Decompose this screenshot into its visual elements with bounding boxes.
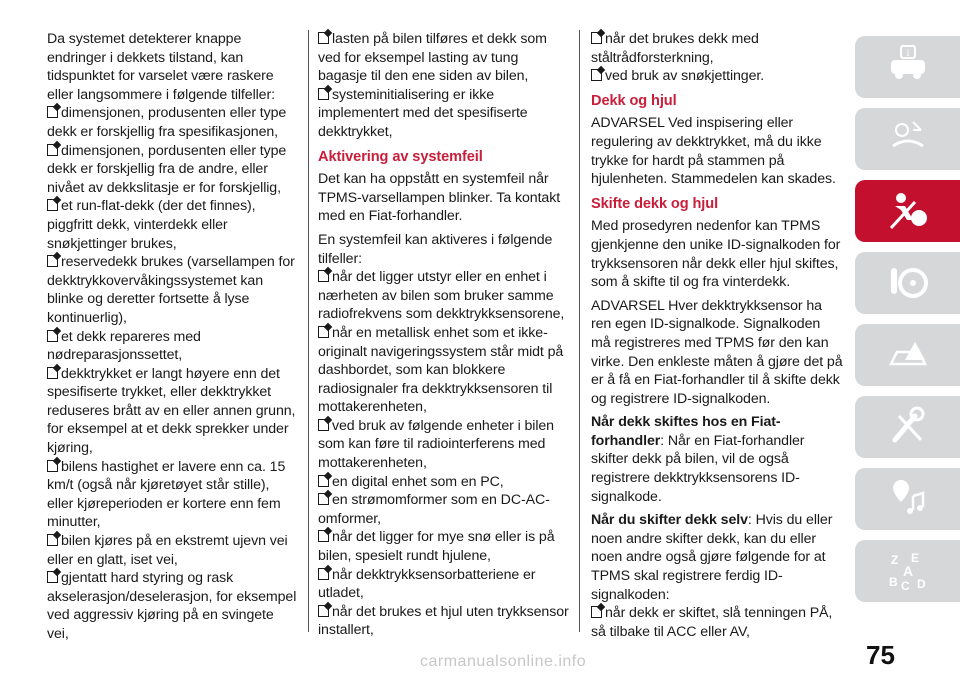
bullet-text: dimensjonen, produsenten eller type dekk er forskjellig fra spesifikasjonen, xyxy=(47,105,287,140)
tab-maintenance[interactable] xyxy=(855,396,960,458)
bullet-marker-icon xyxy=(318,568,329,580)
bullet-text: når en metallisk enhet som et ikke-originalt navigeringssystem står midt på dashbordet, som kan blokkere radiosignaler fra dekktrykksensoren til mottakerenheten, xyxy=(318,324,564,416)
bullet-item xyxy=(318,473,570,492)
bold-lead: Når dekk skiftes hos en Fiat-forhandler xyxy=(591,414,781,449)
bullet-item xyxy=(591,30,843,67)
text-column-2 xyxy=(318,30,570,640)
dashboard-lights-icon xyxy=(885,116,931,162)
bullet-marker-icon xyxy=(47,534,58,546)
tab-safety[interactable] xyxy=(855,180,960,242)
bullet-marker-icon xyxy=(47,571,58,583)
bullet-text: et run-flat-dekk (der det finnes), piggfritt dekk, vinterdekk eller snøkjettinger brukes, xyxy=(47,198,256,252)
bullet-marker-icon xyxy=(318,493,329,505)
bullet-item xyxy=(318,528,570,565)
bullet-marker-icon xyxy=(47,144,58,156)
bullet-marker-icon xyxy=(318,475,329,487)
bullet-marker-icon xyxy=(47,460,58,472)
bullet-item xyxy=(591,604,843,641)
tab-multimedia[interactable] xyxy=(855,468,960,530)
paragraph-text: : Når en Fiat-forhandler skifter dekk på bilen, vil de også registrere dekktrykksensorens ID-signalkode. xyxy=(591,432,805,505)
chapter-sidebar xyxy=(855,36,960,612)
bullet-item xyxy=(318,566,570,603)
svg-text:Z: Z xyxy=(890,553,898,567)
paragraph: Med prosedyren nedenfor kan TPMS gjenkjenne den unike ID-signalkoden for trykksensoren når dekk eller hjul skiftes, som å skifte til og fra vinterdekk. xyxy=(591,218,841,291)
bullet-marker-icon xyxy=(591,606,602,618)
svg-text:E: E xyxy=(910,551,919,565)
page-number: 75 xyxy=(866,640,895,670)
text-column-1 xyxy=(47,30,297,644)
bullet-text: ved bruk av følgende enheter i bilen som kan føre til radiointerferens med mottakerenheten, xyxy=(318,417,554,472)
bullet-item xyxy=(591,67,843,86)
bullet-item xyxy=(47,104,297,141)
section-heading: Dekk og hjul xyxy=(591,92,677,109)
bullet-marker-icon xyxy=(318,530,329,542)
bullet-marker-icon xyxy=(318,270,329,282)
bullet-item xyxy=(318,417,570,473)
bullet-marker-icon xyxy=(47,367,58,379)
bullet-item xyxy=(47,569,297,643)
bullet-text: når dekktrykksensorbatteriene er utladet, xyxy=(318,566,536,602)
bullet-list xyxy=(591,30,843,86)
bullet-item xyxy=(318,491,570,528)
index-letters-icon xyxy=(885,548,931,594)
column-divider xyxy=(308,30,309,632)
bullet-item xyxy=(318,324,570,417)
tab-car-info[interactable] xyxy=(855,36,960,98)
bullet-item xyxy=(47,197,297,253)
bullet-text: når dekk er skiftet, slå tenningen PÅ, så tilbake til ACC eller AV, xyxy=(591,605,833,640)
bullet-item xyxy=(47,365,297,458)
svg-text:D: D xyxy=(916,577,926,591)
bullet-list xyxy=(318,268,570,640)
bullet-marker-icon xyxy=(318,32,329,44)
bullet-text: lasten på bilen tilføres et dekk som ved for eksempel lasting av tung bagasje til den ene siden av bilen, xyxy=(318,31,547,85)
bullet-text: når det brukes dekk med ståltrådforsterkning, xyxy=(591,31,759,66)
bullet-text: reservedekk brukes (varsellampen for dekktrykkovervåkingssystemet kan blinke og deretter fortsette å lyse kontinuerlig), xyxy=(47,254,295,326)
seatbelt-airbag-icon xyxy=(885,188,931,234)
warning-paragraph: ADVARSEL Hver dekktrykksensor ha ren egen ID-signalkode. Signalkoden må registreres med TPMS før den kan virke. Den enkleste måten å gjøre det på er å få en Fiat-forhandler til å skifte dekk og registrere ID-signalkoden. xyxy=(591,297,843,407)
watermark: carmanualsonline.info xyxy=(420,653,587,670)
bullet-item xyxy=(47,532,297,569)
svg-text:B: B xyxy=(888,575,898,589)
bullet-item xyxy=(47,458,297,532)
bullet-text: når det brukes et hjul uten trykksensor installert, xyxy=(318,603,569,639)
bullet-list xyxy=(47,104,297,643)
bullet-item xyxy=(318,30,570,86)
steering-wheel-icon xyxy=(885,260,931,306)
svg-text:C: C xyxy=(900,579,910,593)
bullet-text: bilens hastighet er lavere enn ca. 15 km/t (også når kjøretøyet står stille), eller kjøreperioden er kortere enn fem minutter, xyxy=(47,458,286,531)
bullet-text: systeminitialisering er ikke implementert med det spesifiserte dekktrykket, xyxy=(318,86,528,140)
intro-paragraph: Da systemet detekterer knappe endringer i dekkets tilstand, kan tidspunktet for varselet være raskere eller langsommere i følgende tilfeller: xyxy=(47,31,275,103)
bullet-marker-icon xyxy=(591,69,602,81)
paragraph xyxy=(591,511,843,604)
column-divider xyxy=(579,30,580,632)
bullet-marker-icon xyxy=(318,419,329,431)
wrench-tools-icon xyxy=(885,404,931,450)
bullet-text: dekktrykket er langt høyere enn det spesifiserte trykket, eller dekktrykket reduseres brått av en eller annen grunn, for eksempel at et dekk sprekker under kjøring, xyxy=(47,365,296,457)
bullet-text: gjentatt hard styring og rask akselerasjon/deselerasjon, for eksempel ved aggressiv kjøring på en svingete vei, xyxy=(47,570,297,642)
bullet-item xyxy=(47,328,297,365)
bullet-text: bilen kjøres på en ekstremt ujevn vei eller en glatt, iset vei, xyxy=(47,533,288,568)
car-info-icon xyxy=(885,44,931,90)
tab-dashboard-lights[interactable] xyxy=(855,108,960,170)
bullet-item xyxy=(47,142,297,198)
bullet-marker-icon xyxy=(47,106,58,118)
bullet-item xyxy=(47,253,297,327)
text-column-3 xyxy=(591,30,843,641)
bullet-list xyxy=(318,30,570,142)
bullet-marker-icon xyxy=(47,330,58,342)
section-heading: Aktivering av systemfeil xyxy=(318,148,483,165)
paragraph: En systemfeil kan aktiveres i følgende tilfeller: xyxy=(318,231,553,267)
bullet-marker-icon xyxy=(591,32,602,44)
paragraph: Det kan ha oppstått en systemfeil når TPMS-varsellampen blinker. Ta kontakt med en Fiat-forhandler. xyxy=(318,171,561,225)
bullet-marker-icon xyxy=(318,326,329,338)
bullet-text: et dekk repareres med nødreparasjonssettet, xyxy=(47,328,201,364)
warning-paragraph: ADVARSEL Ved inspisering eller regulering av dekktrykket, må du ikke trykke for hardt på stammen på hjulenheten. Stammedelen kan skades. xyxy=(591,115,836,188)
tab-starting-driving[interactable] xyxy=(855,252,960,314)
bullet-marker-icon xyxy=(318,605,329,617)
svg-text:i: i xyxy=(906,48,909,59)
bullet-item xyxy=(318,86,570,142)
car-warning-triangle-icon xyxy=(885,332,931,378)
bullet-text: en strømomformer som en DC-AC-omformer, xyxy=(318,492,550,527)
bullet-text: dimensjonen, pordusenten eller type dekk er forskjellig fra de andre, eller nivået av dekkslitasje er for forskjellig, xyxy=(47,142,287,196)
bullet-text: en digital enhet som en PC, xyxy=(332,473,504,490)
bullet-text: ved bruk av snøkjettinger. xyxy=(605,68,765,85)
bullet-item xyxy=(318,603,570,640)
bullet-marker-icon xyxy=(318,88,329,100)
tab-emergency[interactable] xyxy=(855,324,960,386)
bullet-text: når det ligger for mye snø eller is på bilen, spesielt rundt hjulene, xyxy=(318,529,555,565)
bullet-marker-icon xyxy=(47,255,58,267)
svg-text:A: A xyxy=(902,563,913,579)
paragraph xyxy=(591,413,843,506)
tab-index[interactable] xyxy=(855,540,960,602)
bold-lead: Når du skifter dekk selv xyxy=(591,512,748,529)
map-music-icon xyxy=(885,476,931,522)
paragraph-text: : Hvis du eller noen andre skifter dekk, kan du eller noen andre også gjøre følgende for at TPMS skal registrere ferdig ID-signalkoden: xyxy=(591,512,833,603)
bullet-marker-icon xyxy=(47,199,58,211)
bullet-item xyxy=(318,268,570,324)
bullet-text: når det ligger utstyr eller en enhet i nærheten av bilen som bruker samme radiofrekvens som dekktrykksensorene, xyxy=(318,269,565,323)
section-heading: Skifte dekk og hjul xyxy=(591,195,719,212)
